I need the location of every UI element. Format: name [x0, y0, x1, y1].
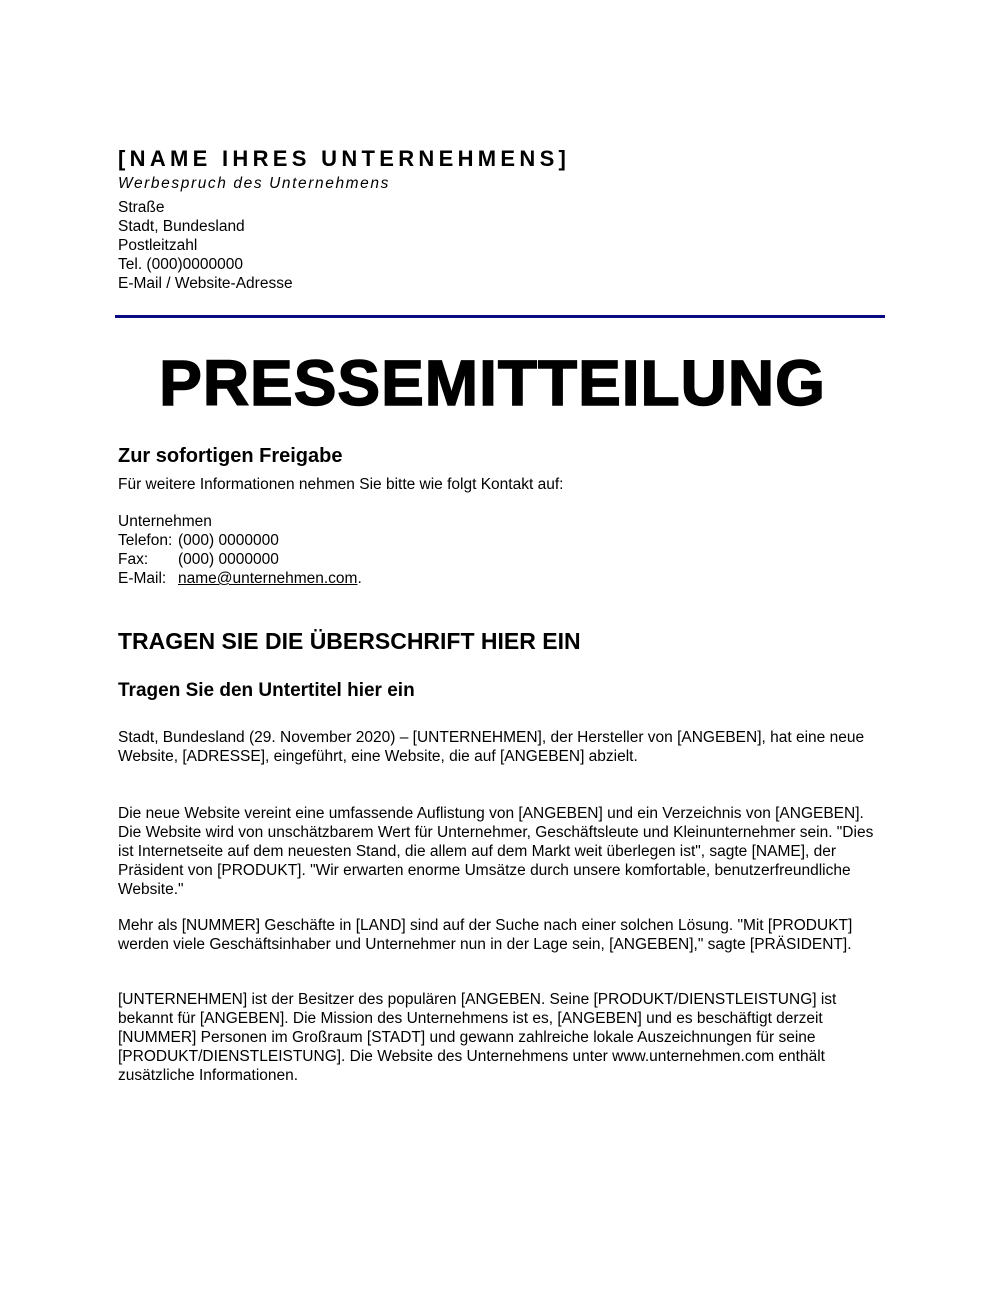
address-city: Stadt, Bundesland: [118, 218, 245, 235]
company-address: [118, 198, 293, 293]
article-subtitle: Tragen Sie den Untertitel hier ein: [118, 680, 415, 701]
address-zip: Postleitzahl: [118, 237, 198, 254]
phone-label: Telefon:: [118, 532, 173, 549]
address-email-website: E-Mail / Website-Adresse: [118, 275, 293, 292]
email-suffix: .: [357, 570, 362, 587]
address-street: Straße: [118, 199, 165, 216]
article-paragraph: Mehr als [NUMMER] Geschäfte in [LAND] sind auf der Suche nach einer solchen Lösung. "Mit [PRODUKT] werden viele Geschäftsinhaber und Unternehmer nun in der Lage sein, [ANGEBEN]," sagte [PRÄSIDENT].: [118, 917, 853, 953]
header-divider: [115, 315, 885, 318]
phone-value: (000) 0000000: [178, 532, 279, 549]
article-paragraph: Die neue Website vereint eine umfassende Auflistung von [ANGEBEN] und ein Verzeichnis von [ANGEBEN]. Die Website wird von unschätzbarem Wert für Unternehmer, Geschäftsleute und Kleinunternehmer sein. "Dies ist Internetseite auf dem neuesten Stand, die allem auf dem Markt weit überlegen ist", sagte [NAME], der Präsident von [PRODUKT]. "Wir erwarten enorme Umsätze durch unsere komfortable, benutzerfreundliche Website.": [118, 805, 874, 898]
email-label: E-Mail:: [118, 570, 167, 587]
article-paragraph: [UNTERNEHMEN] ist der Besitzer des populären [ANGEBEN. Seine [PRODUKT/DIENSTLEISTUNG] ist bekannt für [ANGEBEN]. Die Mission des Unternehmens ist es, [ANGEBEN] und es beschäftigt derzeit [NUMMER] Personen im Großraum [STADT] und gewann zahlreiche lokale Auszeichnungen für seine [PRODUKT/DIENSTLEISTUNG]. Die Website des Unternehmens unter www.unternehmen.com enthält zusätzliche Informationen.: [118, 991, 837, 1084]
document-title: PRESSEMITTEILUNG: [159, 347, 826, 419]
article-paragraph: Stadt, Bundesland (29. November 2020) – [UNTERNEHMEN], der Hersteller von [ANGEBEN], hat eine neue Website, [ADRESSE], eingeführt, eine Website, die auf [ANGEBEN] abzielt.: [118, 729, 865, 765]
release-heading: Zur sofortigen Freigabe: [118, 445, 343, 467]
fax-label: Fax:: [118, 551, 149, 568]
fax-value: (000) 0000000: [178, 551, 279, 568]
contact-info-text: Für weitere Informationen nehmen Sie bitte wie folgt Kontakt auf:: [118, 476, 564, 493]
contact-block: [118, 512, 883, 588]
contact-company: Unternehmen: [118, 513, 212, 530]
company-name: [NAME IHRES UNTERNEHMENS]: [118, 146, 571, 171]
email-link[interactable]: name@unternehmen.com: [178, 570, 358, 587]
article-headline: TRAGEN SIE DIE ÜBERSCHRIFT HIER EIN: [118, 628, 581, 654]
company-slogan: Werbespruch des Unternehmens: [118, 175, 390, 192]
address-phone: Tel. (000)0000000: [118, 256, 243, 273]
